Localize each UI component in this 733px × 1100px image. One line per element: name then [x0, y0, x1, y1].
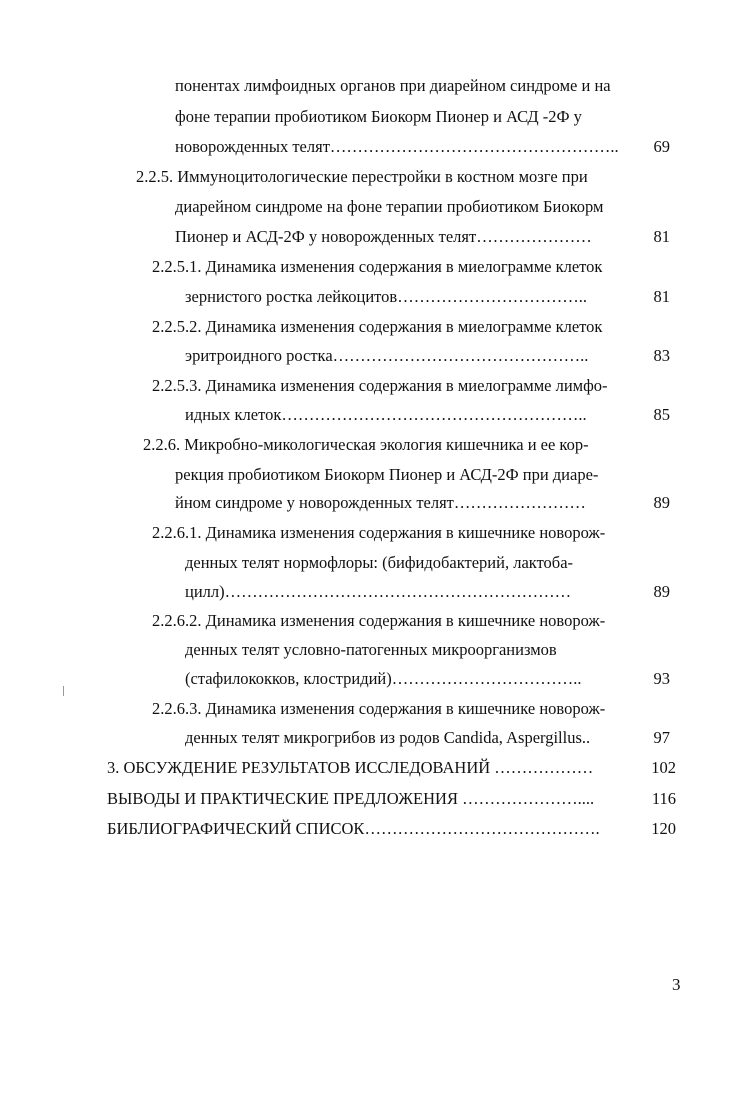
- toc-entry-line: 2.2.6.2. Динамика изменения содержания в кишечнике новорож-: [152, 611, 606, 630]
- toc-entry-line: фоне терапии пробиотиком Биокорм Пионер и АСД -2Ф у: [175, 107, 582, 126]
- toc-entry-line: денных телят нормофлоры: (бифидобактерий, лактоба-: [185, 553, 574, 572]
- toc-page-number: 81: [653, 227, 670, 246]
- toc-page-number: 116: [651, 789, 676, 808]
- scan-artifact: [63, 686, 64, 696]
- toc-page-number: 102: [651, 758, 676, 777]
- toc-entry-line: (стафилококков, клостридий)……………………………..: [185, 669, 582, 688]
- toc-entry-line: идных клеток………………………………………………..: [185, 405, 587, 424]
- toc-entry-line: 3. ОБСУЖДЕНИЕ РЕЗУЛЬТАТОВ ИССЛЕДОВАНИЙ ………………: [107, 758, 594, 777]
- toc-entry-line: йном синдроме у новорожденных телят……………………: [175, 493, 586, 512]
- toc-entry-line: денных телят условно-патогенных микроорганизмов: [185, 640, 557, 659]
- toc-page-number: 83: [653, 346, 670, 365]
- toc-entry-line: 2.2.5. Иммуноцитологические перестройки в костном мозге при: [136, 167, 588, 186]
- toc-page-number: 120: [651, 819, 676, 838]
- toc-entry-line: 2.2.5.3. Динамика изменения содержания в миелограмме лимфо-: [152, 376, 608, 395]
- toc-entry-line: цилл)………………………………………………………: [185, 582, 572, 601]
- toc-entry-line: диарейном синдроме на фоне терапии пробиотиком Биокорм: [175, 197, 604, 216]
- toc-entry-line: эритроидного ростка………………………………………..: [185, 346, 589, 365]
- toc-page-number: 93: [653, 669, 670, 688]
- toc-entry-line: 2.2.6.3. Динамика изменения содержания в кишечнике новорож-: [152, 699, 606, 718]
- toc-page-number: 89: [653, 493, 670, 512]
- toc-entry-line: ВЫВОДЫ И ПРАКТИЧЕСКИЕ ПРЕДЛОЖЕНИЯ …………………....: [107, 789, 595, 808]
- toc-entry-line: 2.2.5.2. Динамика изменения содержания в миелограмме клеток: [152, 317, 603, 336]
- page-number: 3: [672, 975, 681, 994]
- toc-entry-line: БИБЛИОГРАФИЧЕСКИЙ СПИСОК…………………………………….: [107, 819, 600, 838]
- toc-page-number: 97: [653, 728, 670, 747]
- toc-page-number: 69: [653, 137, 670, 156]
- toc-entry-line: рекция пробиотиком Биокорм Пионер и АСД-2Ф при диаре-: [175, 465, 599, 484]
- toc-entry-line: денных телят микрогрибов из родов Candida, Aspergillus..: [185, 728, 591, 747]
- toc-entry-line: 2.2.6.1. Динамика изменения содержания в кишечнике новорож-: [152, 523, 606, 542]
- toc-entry-line: понентах лимфоидных органов при диарейном синдроме и на: [175, 76, 611, 95]
- toc-page-number: 85: [653, 405, 670, 424]
- toc-entry-line: 2.2.5.1. Динамика изменения содержания в миелограмме клеток: [152, 257, 603, 276]
- toc-entry-line: зернистого ростка лейкоцитов……………………………..: [185, 287, 587, 306]
- toc-entry-line: новорожденных телят……………………………………………..: [175, 137, 619, 156]
- toc-page-number: 89: [653, 582, 670, 601]
- toc-page-number: 81: [653, 287, 670, 306]
- toc-entry-line: 2.2.6. Микробно-микологическая экология кишечника и ее кор-: [143, 435, 589, 454]
- toc-entry-line: Пионер и АСД-2Ф у новорожденных телят…………………: [175, 227, 592, 246]
